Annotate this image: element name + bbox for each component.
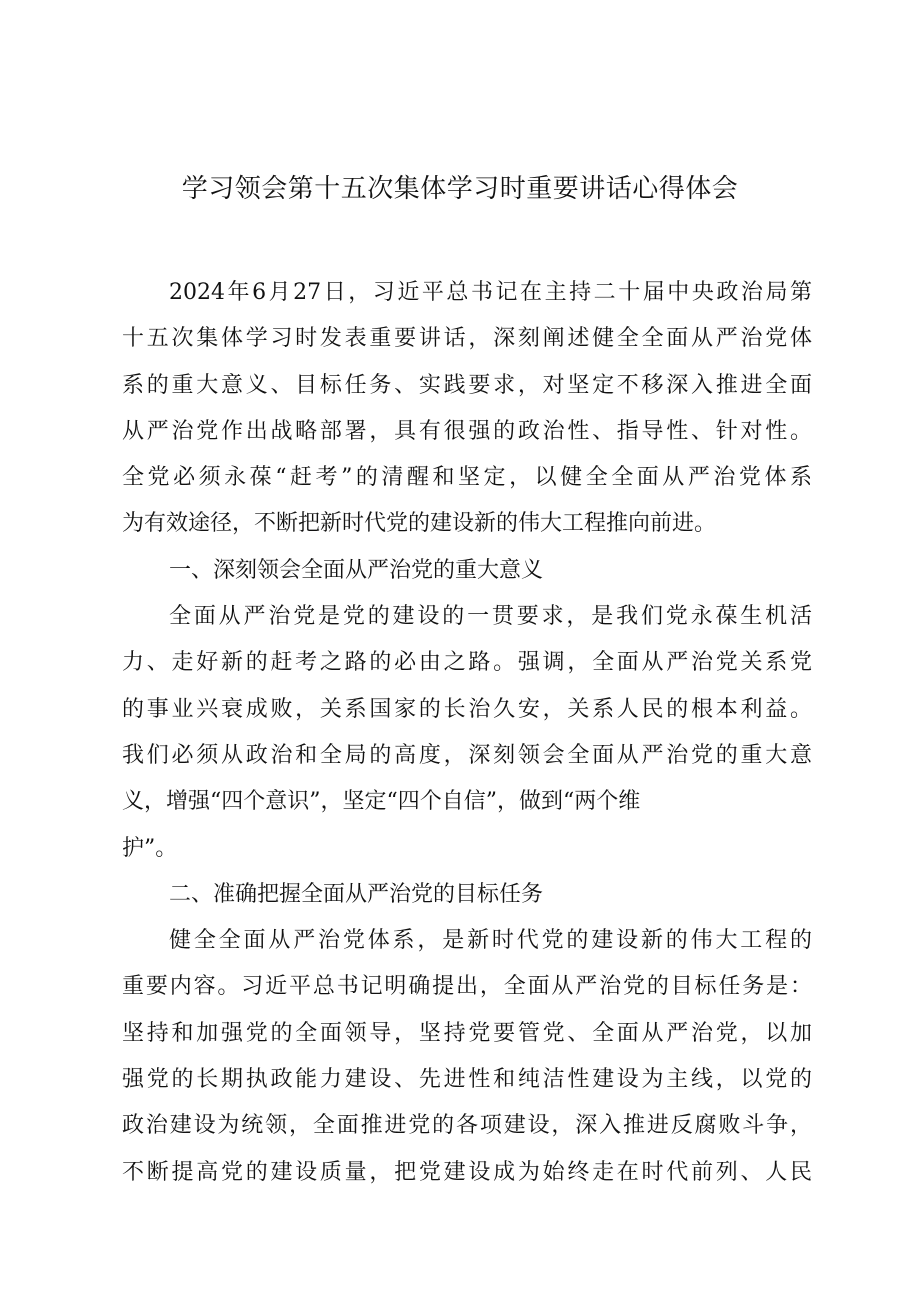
text-line: 十五次集体学习时发表重要讲话，深刻阐述健全全面从严治党体 — [122, 326, 812, 352]
text-line: 从严治党作出战略部署，具有很强的政治性、指导性、针对性。 — [122, 418, 812, 444]
text-line: 护”。 — [122, 835, 178, 861]
text-line: 强党的长期执政能力建设、先进性和纯洁性建设为主线，以党的 — [122, 1067, 812, 1093]
text-line: 我们必须从政治和全局的高度，深刻领会全面从严治党的重大意 — [122, 742, 812, 768]
document-body — [122, 270, 812, 1196]
text-line: 系的重大意义、目标任务、实践要求，对坚定不移深入推进全面 — [122, 372, 812, 398]
text-line: 不断提高党的建设质量，把党建设成为始终走在时代前列、人民 — [122, 1159, 812, 1185]
text-line: 二、准确把握全面从严治党的目标任务 — [169, 881, 544, 907]
text-line: 力、走好新的赶考之路的必由之路。强调，全面从严治党关系党 — [122, 650, 812, 676]
text-line: 健全全面从严治党体系，是新时代党的建设新的伟大工程的 — [169, 928, 812, 954]
text-line: 全党必须永葆“赶考”的清醒和坚定，以健全全面从严治党体系 — [122, 465, 812, 491]
text-line: 义，增强“四个意识”，坚定“四个自信”，做到“两个维 — [122, 789, 641, 815]
text-line: 重要内容。习近平总书记明确提出，全面从严治党的目标任务是： — [122, 974, 812, 1000]
text-line: 为有效途径，不断把新时代党的建设新的伟大工程推向前进。 — [122, 511, 717, 537]
text-line: 一、深刻领会全面从严治党的重大意义 — [169, 557, 544, 583]
text-line: 全面从严治党是党的建设的一贯要求，是我们党永葆生机活 — [169, 604, 812, 630]
text-line: 坚持和加强党的全面领导，坚持党要管党、全面从严治党，以加 — [122, 1020, 812, 1046]
text-line: 2024年6月27日，习近平总书记在主持二十届中央政治局第 — [169, 280, 812, 305]
document-title: 学习领会第十五次集体学习时重要讲话心得体会 — [181, 174, 739, 204]
text-line: 的事业兴衰成败，关系国家的长治久安，关系人民的根本利益。 — [122, 696, 812, 722]
text-line: 政治建设为统领，全面推进党的各项建设，深入推进反腐败斗争， — [122, 1113, 812, 1139]
